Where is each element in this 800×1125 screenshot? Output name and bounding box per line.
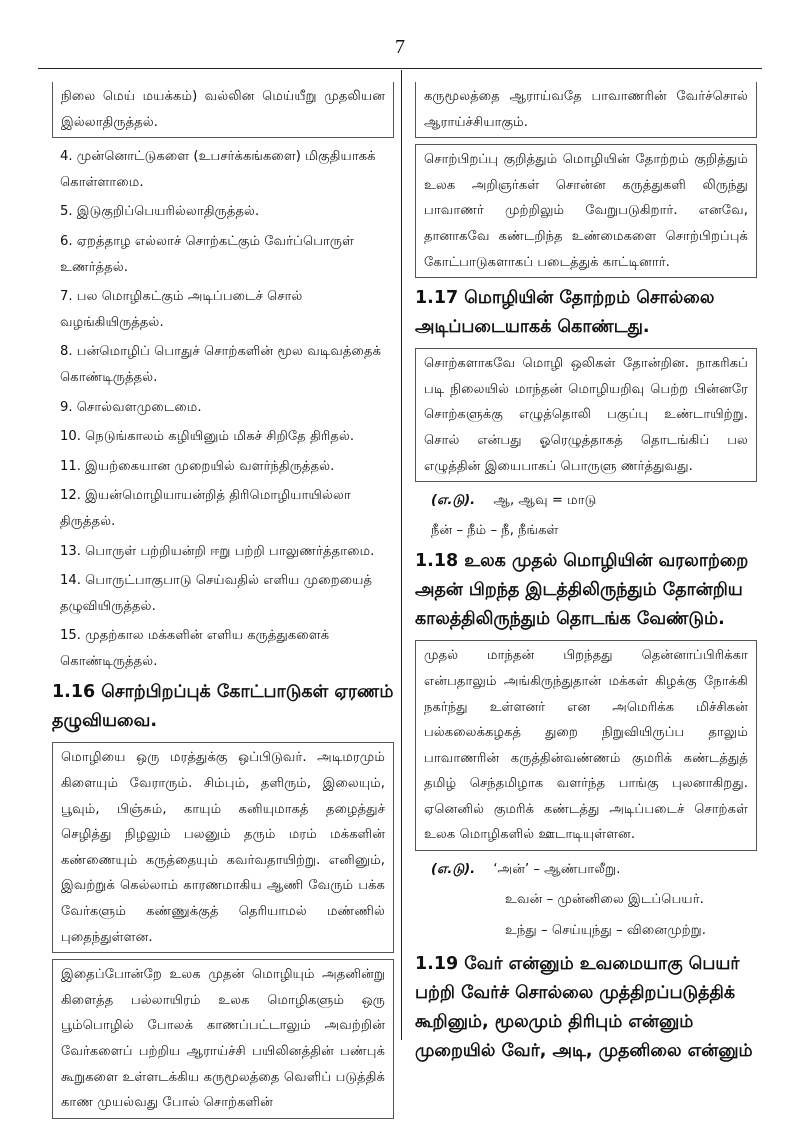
column-divider — [401, 70, 402, 1040]
paragraph: கருமூலத்தை ஆராய்வதே பாவாணரின் வேர்ச்சொல் ஆராய்ச்சியாகும். — [415, 82, 757, 138]
list-item: 9. சொல்வளமுடைமை. — [60, 399, 202, 415]
intro-paragraph: நிலை மெய் மயக்கம்) வல்லின மெய்யீறு முதலியன இல்லாதிருத்தல். — [52, 82, 394, 138]
paragraph: இதைப்போன்றே உலக முதன் மொழியும் அதனின்று கிளைத்த பல்லாயிரம் உலக மொழிகளும் ஒரு பூம்பொழில் போலக் காணப்பட்டாலும் அவற்றின் வேர்களைப் பற்றிய ஆராய்ச்சி பயிலினத்தின் பண்புக் கூறுகளை உள்ளடக்கிய கருமூலத்தை வெளிப் படுத்திக் காண முயல்வது போல் சொற்களின் — [52, 959, 394, 1119]
example-label: (எ.டு). — [431, 493, 476, 509]
list-item: 10. நெடுங்காலம் கழியினும் மிகச் சிறிதே திரிதல். — [60, 429, 355, 445]
example-label: (எ.டு). — [431, 862, 476, 878]
header-rule — [38, 68, 762, 69]
section-heading-1-18: 1.18 உலக முதல் மொழியின் வரலாற்றை அதன் பிறந்த இடத்திலிருந்தும் தோன்றிய காலத்திலிருந்தும் தொடங்க வேண்டும். — [415, 551, 749, 630]
paragraph: முதல் மாந்தன் பிறந்தது தென்னாப்பிரிக்கா என்பதாலும் அங்கிருந்துதான் மக்கள் கிழக்கு நோக்கி நகர்ந்து உள்ளனர் என அமெரிக்க மிச்சிகன் பல்கலைக்கழகத் துறை நிறுவியிருப்ப தாலும் பாவாணரின் கருத்தின்வண்ணம் குமரிக் கண்டத்துத் தமிழ் செந்தமிழாக வளர்ந்த பாங்கு புலனாகிறது. ஏனெனில் குமரிக் கண்டத்து அடிப்படைச் சொற்கள் உலக மொழிகளில் ஊடாடியுள்ளன. — [415, 640, 757, 851]
paragraph: சொற்களாகவே மொழி ஒலிகள் தோன்றின. நாகரிகப் படி நிலையில் மாந்தன் மொழியறிவு பெற்ற பின்னரே சொற்களுக்கு எழுத்தொலி பகுப்பு உண்டாயிற்று. சொல் என்பது ஓரெழுத்தாகத் தொடங்கிப் பல எழுத்தின் இயைபாகப் பொருளு ணர்த்துவது. — [415, 348, 757, 482]
section-heading-1-19: 1.19 வேர் என்னும் உவமையாகு பெயர் பற்றி வேர்ச் சொல்லை முத்திறப்படுத்திக் கூறினும், மூலமும் திரிபும் என்னும் முறையில் வேர், அடி, முதனிலை என்னும் — [415, 953, 753, 1061]
example-text: ‘அன்’ – ஆண்பாலீறு. — [493, 862, 621, 878]
list-item: 4. முன்னொட்டுகளை (உபசர்க்கங்களை) மிகுதியாகக் கொள்ளாமை. — [60, 149, 376, 190]
example-line — [415, 857, 757, 883]
example-line: உவன் – முன்னிலை இடப்பெயர். — [505, 891, 704, 907]
example-text: ஆ, ஆவு = மாடு — [493, 493, 597, 509]
page-number: 7 — [395, 36, 405, 58]
section-heading-1-17: 1.17 மொழியின் தோற்றம் சொல்லை அடிப்படையாகக் கொண்டது. — [415, 288, 715, 338]
paragraph: மொழியை ஒரு மரத்துக்கு ஒப்பிடுவர். அடிமரமும் கிளையும் வேராரும். சிம்பும், தளிரும், இலையும், பூவும், பிஞ்சும், காயும் கனியுமாகத் தழைத்துச் செழித்து நிழலும் பலனும் தரும் மரம் மக்களின் கண்ணையும் கருத்தையும் கவர்வதாயிற்று. எனினும், இவற்றுக் கெல்லாம் காரணமாகிய ஆணி வேரும் பக்க வேர்களும் கண்ணுக்குத் தெரியாமல் மண்ணில் புதைந்துள்ளன. — [52, 742, 394, 953]
section-heading-1-16: 1.16 சொற்பிறப்புக் கோட்பாடுகள் ஏரணம் தழுவியவை. — [52, 682, 394, 732]
list-item: 12. இயன்மொழியாயன்றித் திரிமொழியாயில்லா திருத்தல். — [60, 488, 351, 529]
list-item: 8. பன்மொழிப் பொதுச் சொற்களின் மூல வடிவத்தைக் கொண்டிருத்தல். — [60, 344, 382, 385]
paragraph: சொற்பிறப்பு குறித்தும் மொழியின் தோற்றம் குறித்தும் உலக அறிஞர்கள் சொன்ன கருத்துகளி லிருந்து பாவாணர் முற்றிலும் வேறுபடுகிறார். எனவே, தானாகவே கண்டறிந்த உண்மைகளை சொற்பிறப்புக் கோட்பாடுகளாகப் படைத்துக் காட்டினார். — [415, 144, 757, 278]
list-item: 15. முதற்கால மக்களின் எளிய கருத்துகளைக் கொண்டிருத்தல். — [60, 628, 330, 669]
list-item: 13. பொருள் பற்றியன்றி ஈறு பற்றி பாலுணர்த்தாமை. — [60, 543, 375, 559]
list-item: 7. பல மொழிகட்கும் அடிப்படைச் சொல் வழங்கியிருத்தல். — [60, 289, 303, 330]
list-item: 14. பொருட்பாகுபாடு செய்வதில் எளிய முறையைத் தழுவியிருத்தல். — [60, 573, 373, 614]
list-item: 5. இடுகுறிப்பெயரில்லாதிருத்தல். — [60, 204, 260, 220]
left-column — [52, 82, 394, 1125]
list-item: 6. ஏறத்தாழ எல்லாச் சொற்கட்கும் வேர்ப்பொருள் உணர்த்தல். — [60, 233, 355, 275]
example-line: உந்து – செய்யுந்து – வினைமுற்று. — [505, 923, 706, 939]
right-column — [415, 82, 757, 1072]
example-line — [415, 488, 757, 514]
example-line: நீன் – நீம் – நீ, நீங்கள் — [431, 522, 559, 538]
list-item: 11. இயற்கையான முறையில் வளர்ந்திருத்தல். — [60, 458, 335, 474]
